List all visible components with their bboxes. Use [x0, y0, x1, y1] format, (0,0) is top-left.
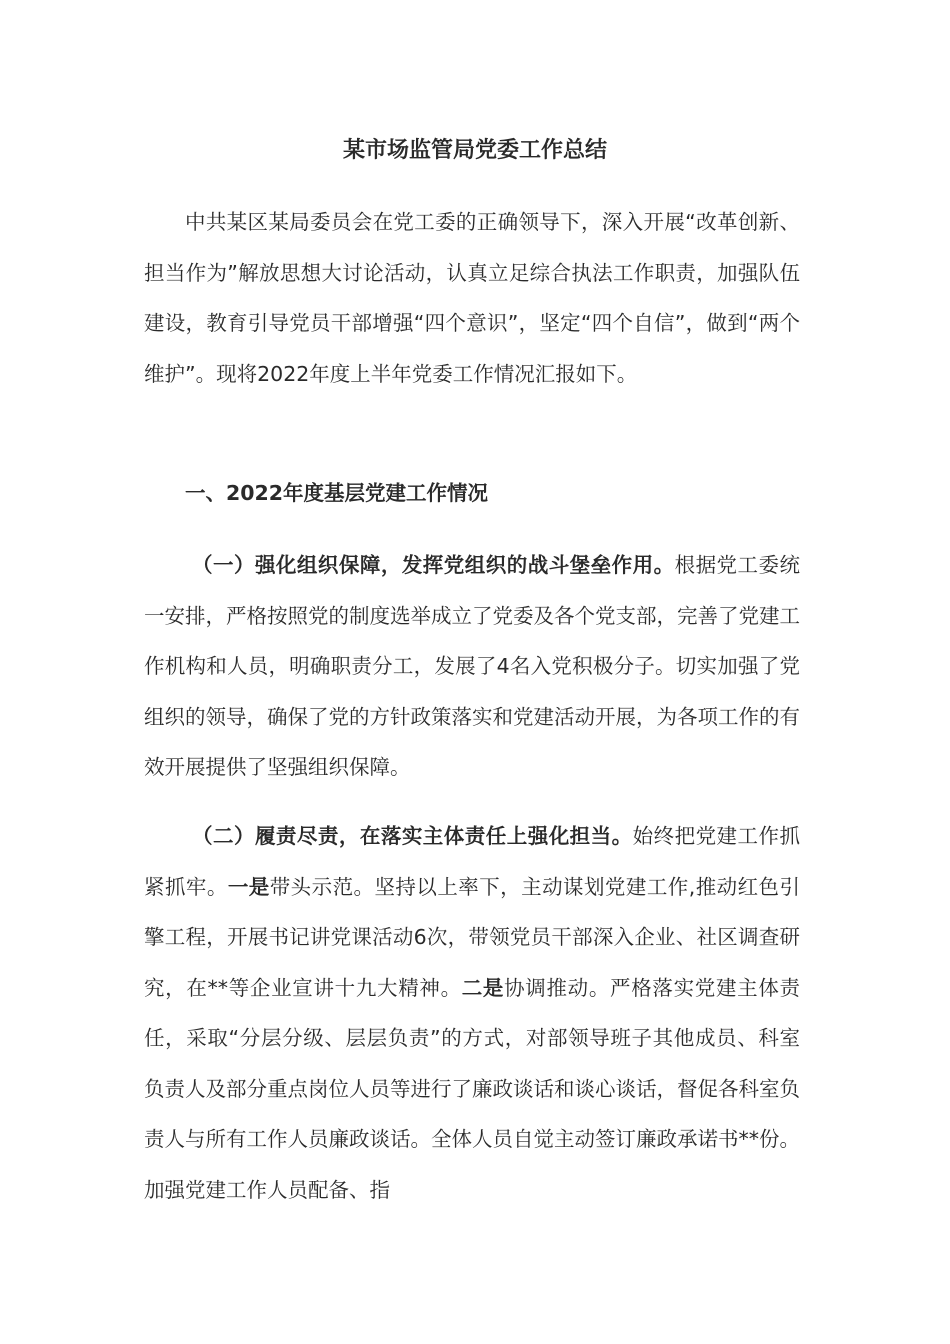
subsection-2-paragraph [144, 811, 800, 1215]
subsection-2-body-2: 带头示范。坚持以上率下，主动谋划党建工作,推动红色引擎工程，开展书记讲党课活动6次，带领党员干部深入企业、社区调查研究，在**等企业宣讲十九大精神。 [144, 874, 801, 1000]
subsection-1-body: 根据党工委统一安排，严格按照党的制度选举成立了党委及各个党支部，完善了党建工作机构和人员，明确职责分工，发展了4名入党积极分子。切实加强了党组织的领导，确保了党的方针政策落实和党建活动开展，为各项工作的有效开展提供了坚强组织保障。 [144, 553, 801, 779]
subsection-2-body-3: 协调推动。严格落实党建主体责任，采取“分层分级、层层负责”的方式，对部领导班子其他成员、科室负责人及部分重点岗位人员等进行了廉政谈话和谈心谈话，督促各科室负责人与所有工作人员廉政谈话。全体人员自觉主动签订廉政承诺书**份。加强党建工作人员配备、指 [144, 975, 801, 1202]
intro-paragraph: 中共某区某局委员会在党工委的正确领导下，深入开展“改革创新、担当作为”解放思想大讨论活动，认真立足综合执法工作职责，加强队伍建设，教育引导党员干部增强“四个意识”，坚定“四个自信”，做到“两个维护”。现将2022年度上半年党委工作情况汇报如下。 [144, 210, 800, 386]
subsection-1-heading: （一）强化组织保障，发挥党组织的战斗堡垒作用。 [192, 553, 675, 577]
point-1-marker: 一是 [227, 874, 270, 899]
subsection-2-heading: （二）履责尽责，在落实主体责任上强化担当。 [192, 824, 633, 848]
section-heading: 一、2022年度基层党建工作情况 [185, 481, 489, 505]
point-2-marker: 二是 [461, 975, 505, 1000]
document-title: 某市场监管局党委工作总结 [342, 138, 607, 163]
subsection-1-paragraph [144, 540, 800, 793]
subsection-2-body-1: 始终把党建工作抓紧抓牢。 [144, 824, 800, 899]
